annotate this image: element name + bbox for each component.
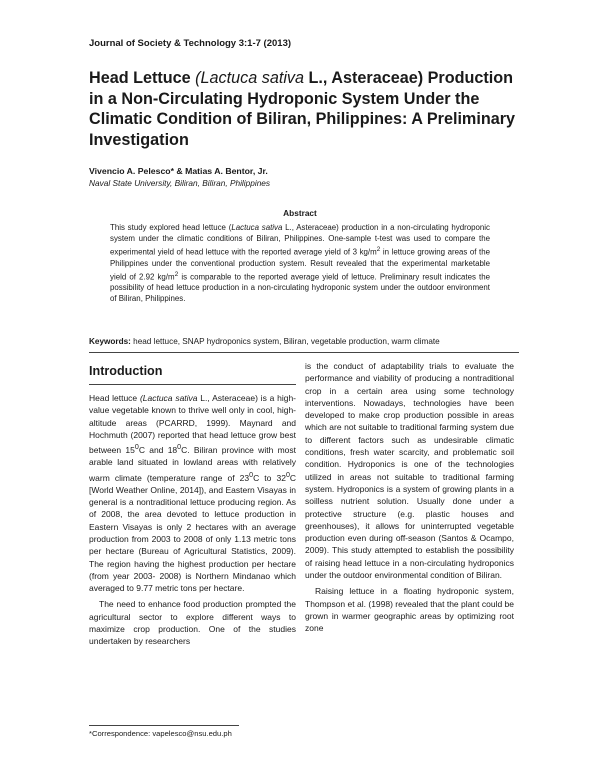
section-heading-introduction: Introduction: [89, 364, 163, 378]
degree-sup: 0: [285, 470, 290, 479]
title-prefix: Head Lettuce: [89, 69, 196, 87]
keywords-label: Keywords:: [89, 337, 131, 346]
abstract-sup: 2: [174, 270, 179, 278]
abstract-part: L., Asteraceae) production in a non-circulating hydroponic system under the climatic conditions of Biliran, Philippines. One-sample t-test was used to compare the experimental yield of head lettuce with the reported average yield of 3 kg/m: [110, 223, 490, 257]
abstract-species: Lactuca sativa: [231, 223, 283, 232]
paper-title: [89, 68, 529, 150]
abstract-part: in lettuce growing areas of the Philippines under the conventional production system. Result revealed that the experimental marketable yield of 2.92 kg/m: [110, 247, 490, 282]
text-run: C. Biliran province with most arable land situated in lowland areas with relatively warm climate (temperature range of 23: [89, 445, 297, 483]
footnote-correspondence: *Correspondence: vapelesco@nsu.edu.ph: [89, 729, 232, 738]
intro-paragraph: [89, 392, 296, 594]
journal-citation: Journal of Society & Technology 3:1-7 (2013): [89, 38, 292, 49]
abstract-text: [110, 222, 490, 304]
title-species: (Lactuca sativa: [195, 69, 305, 87]
keywords-text: head lettuce, SNAP hydroponics system, Biliran, vegetable production, warm climate: [130, 337, 440, 346]
intro-paragraph: is the conduct of adaptability trials to evaluate the performance and viability of producing a nontraditional crop in a certain area using some technology interventions. Nowadays, technologies have been developed to make crop production possible in areas which are not suitable to traditional farming system due to different factors such as undesirable climatic conditions, fresh water scarcity, and problematic soil condition. Hydroponics is one of the technologies utilized in areas not suitable to traditional farming system. Hydroponics is a system of growing plants in a soilless nutrient solution. Usually done under a protective structure (e.g. plastic houses and greenhouses), it allows for uninterrupted vegetable production even during off-season (Santos & Ocampo, 2009). This study attempted to establish the possibility of raising head lettuce in a non-circulating hydroponics under the outdoor environmental condition of Biliran.: [305, 361, 514, 581]
author-list: Vivencio A. Pelesco* & Matias A. Bentor, Jr.: [89, 166, 268, 176]
degree-sup: 0: [249, 470, 254, 479]
divider-section: [89, 384, 296, 385]
abstract-part: is comparable to the reported average yield of lettuce. Preliminary result indicates the possibility of head lettuce production in a non-circulating hydroponic system under the outdoor environment of Biliran, Philippines.: [110, 272, 491, 304]
abstract-heading: Abstract: [283, 208, 317, 218]
species-name: (Lactuca sativa: [139, 393, 198, 403]
keywords: [89, 337, 529, 346]
divider-top: [89, 352, 519, 353]
degree-sup: 0: [177, 443, 182, 452]
intro-paragraph: Raising lettuce in a floating hydroponic system, Thompson et al. (1998) revealed that the plant could be grown in warmer geographic areas by optimizing root zone: [305, 586, 514, 634]
abstract-sup: 2: [376, 246, 381, 253]
left-column: [89, 392, 296, 648]
text-run: C and 18: [138, 445, 178, 456]
text-run: C [World Weather Online, 2014]), and Eastern Visayas in general is a nontraditional lettuce producing region. As of 2008, the area devoted to lettuce production in Eastern Visayas is only 2 hectares with an average production from 2003 to 2008 of only 1.13 metric tons per hectare (Bureau of Agricultural Statistics, 2009). The region having the highest production per hectare (from year 2003- 2008) is Northern Mindanao which averaged to 9.77 metric tons per hectare.: [89, 472, 297, 594]
intro-paragraph: The need to enhance food production prompted the agricultural sector to explore different ways to maximize crop production. One of the studies undertaken by researchers: [89, 599, 296, 647]
text-run: Head lettuce: [89, 393, 140, 403]
text-run: L., Asteraceae) is a high-value vegetable known to thrive well only in cool, high-altitude areas (PCARRD, 1999). Maynard and Hochmuth (2007) reported that head lettuce grow best between 15: [89, 393, 297, 456]
degree-sup: 0: [134, 443, 139, 452]
footnote-rule: [89, 725, 239, 726]
text-run: C to 32: [253, 472, 286, 483]
title-rest: L., Asteraceae) Production in a Non-Circulating Hydroponic System Under the Climatic Condition of Biliran, Philippines: A Preliminary Investigation: [89, 69, 516, 149]
right-column: [305, 360, 514, 635]
affiliation: Naval State University, Biliran, Biliran, Philippines: [89, 178, 271, 188]
abstract-part: This study explored head lettuce (: [110, 223, 232, 232]
